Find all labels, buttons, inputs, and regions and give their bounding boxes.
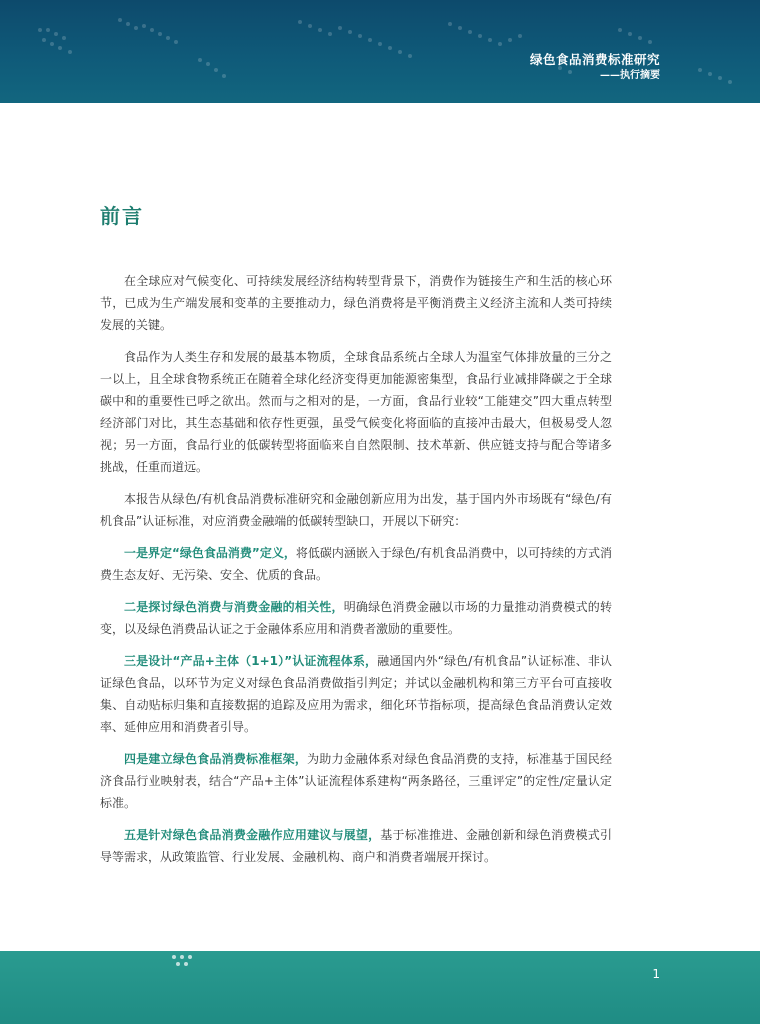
highlight-text: 五是针对绿色食品消费金融作应用建议与展望， [124, 828, 381, 842]
decorative-dots-icon [168, 953, 198, 973]
highlight-text: 一是界定“绿色食品消费”定义， [124, 546, 296, 560]
paragraph-text: 将低碳内涵嵌入于绿色/有机食品消费中，以可持续的方式消费生态友好、无污染、安全、优质的食品。 [100, 546, 612, 582]
page-header [0, 0, 760, 103]
paragraph-text: 本报告从绿色/有机食品消费标准研究和金融创新应用为出发，基于国内外市场既有“绿色/有机食品”认证标准，对应消费金融端的低碳转型缺口，开展以下研究： [100, 492, 612, 528]
highlight-text: 三是设计“产品+主体（1+1）”认证流程体系， [124, 654, 378, 668]
paragraph-text: 明确绿色消费金融以市场的力量推动消费模式的转变，以及绿色消费品认证之于金融体系应用和消费者激励的重要性。 [100, 600, 612, 636]
report-subtitle: ——执行摘要 [600, 70, 660, 81]
paragraph-text: 在全球应对气候变化、可持续发展经济结构转型背景下，消费作为链接生产和生活的核心环节，已成为生产端发展和变革的主要推动力，绿色消费将是平衡消费主义经济主流和人类可持续发展的关键。 [100, 274, 612, 332]
paragraph [100, 748, 612, 814]
section-heading: 前言 [100, 204, 144, 228]
paragraph [100, 824, 612, 868]
highlight-text: 四是建立绿色食品消费标准框架， [124, 752, 308, 766]
highlight-text: 二是探讨绿色消费与消费金融的相关性， [124, 600, 344, 614]
body-text [100, 270, 612, 878]
paragraph [100, 270, 612, 336]
paragraph [100, 488, 612, 532]
header-title-block [530, 52, 660, 84]
paragraph-text: 基于标准推进、金融创新和绿色消费模式引导等需求，从政策监管、行业发展、金融机构、商户和消费者端展开探讨。 [100, 828, 612, 864]
paragraph [100, 346, 612, 478]
paragraph-text: 融通国内外“绿色/有机食品”认证标准、非认证绿色食品，以环节为定义对绿色食品消费做指引判定；并试以金融机构和第三方平台可直接收集、自动贴标归集和直接数据的追踪及应用为需求，细化环节指标项，提高绿色食品消费认定效率、延伸应用和消费者引导。 [100, 654, 612, 734]
paragraph [100, 542, 612, 586]
report-title: 绿色食品消费标准研究 [529, 52, 660, 67]
paragraph-text: 为助力金融体系对绿色食品消费的支持，标准基于国民经济食品行业映射表，结合“产品+主体”认证流程体系建构“两条路径，三重评定”的定性/定量认定标准。 [100, 752, 612, 810]
paragraph-text: 食品作为人类生存和发展的最基本物质，全球食品系统占全球人为温室气体排放量的三分之一以上，且全球食物系统正在随着全球化经济变得更加能源密集型，食品行业减排降碳之于全球碳中和的重要性已呼之欲出。然而与之相对的是，一方面，食品行业较“工能建交”四大重点转型经济部门对比，其生态基础和依存性更强，虽受气候变化将面临的直接冲击最大，但极易受人忽视；另一方面，食品行业的低碳转型将面临来自自然限制、技术革新、供应链支持与配合等诸多挑战，任重而道远。 [100, 350, 612, 474]
paragraph [100, 650, 612, 738]
paragraph [100, 596, 612, 640]
page-number: 1 [652, 967, 660, 981]
page-footer [0, 951, 760, 1024]
